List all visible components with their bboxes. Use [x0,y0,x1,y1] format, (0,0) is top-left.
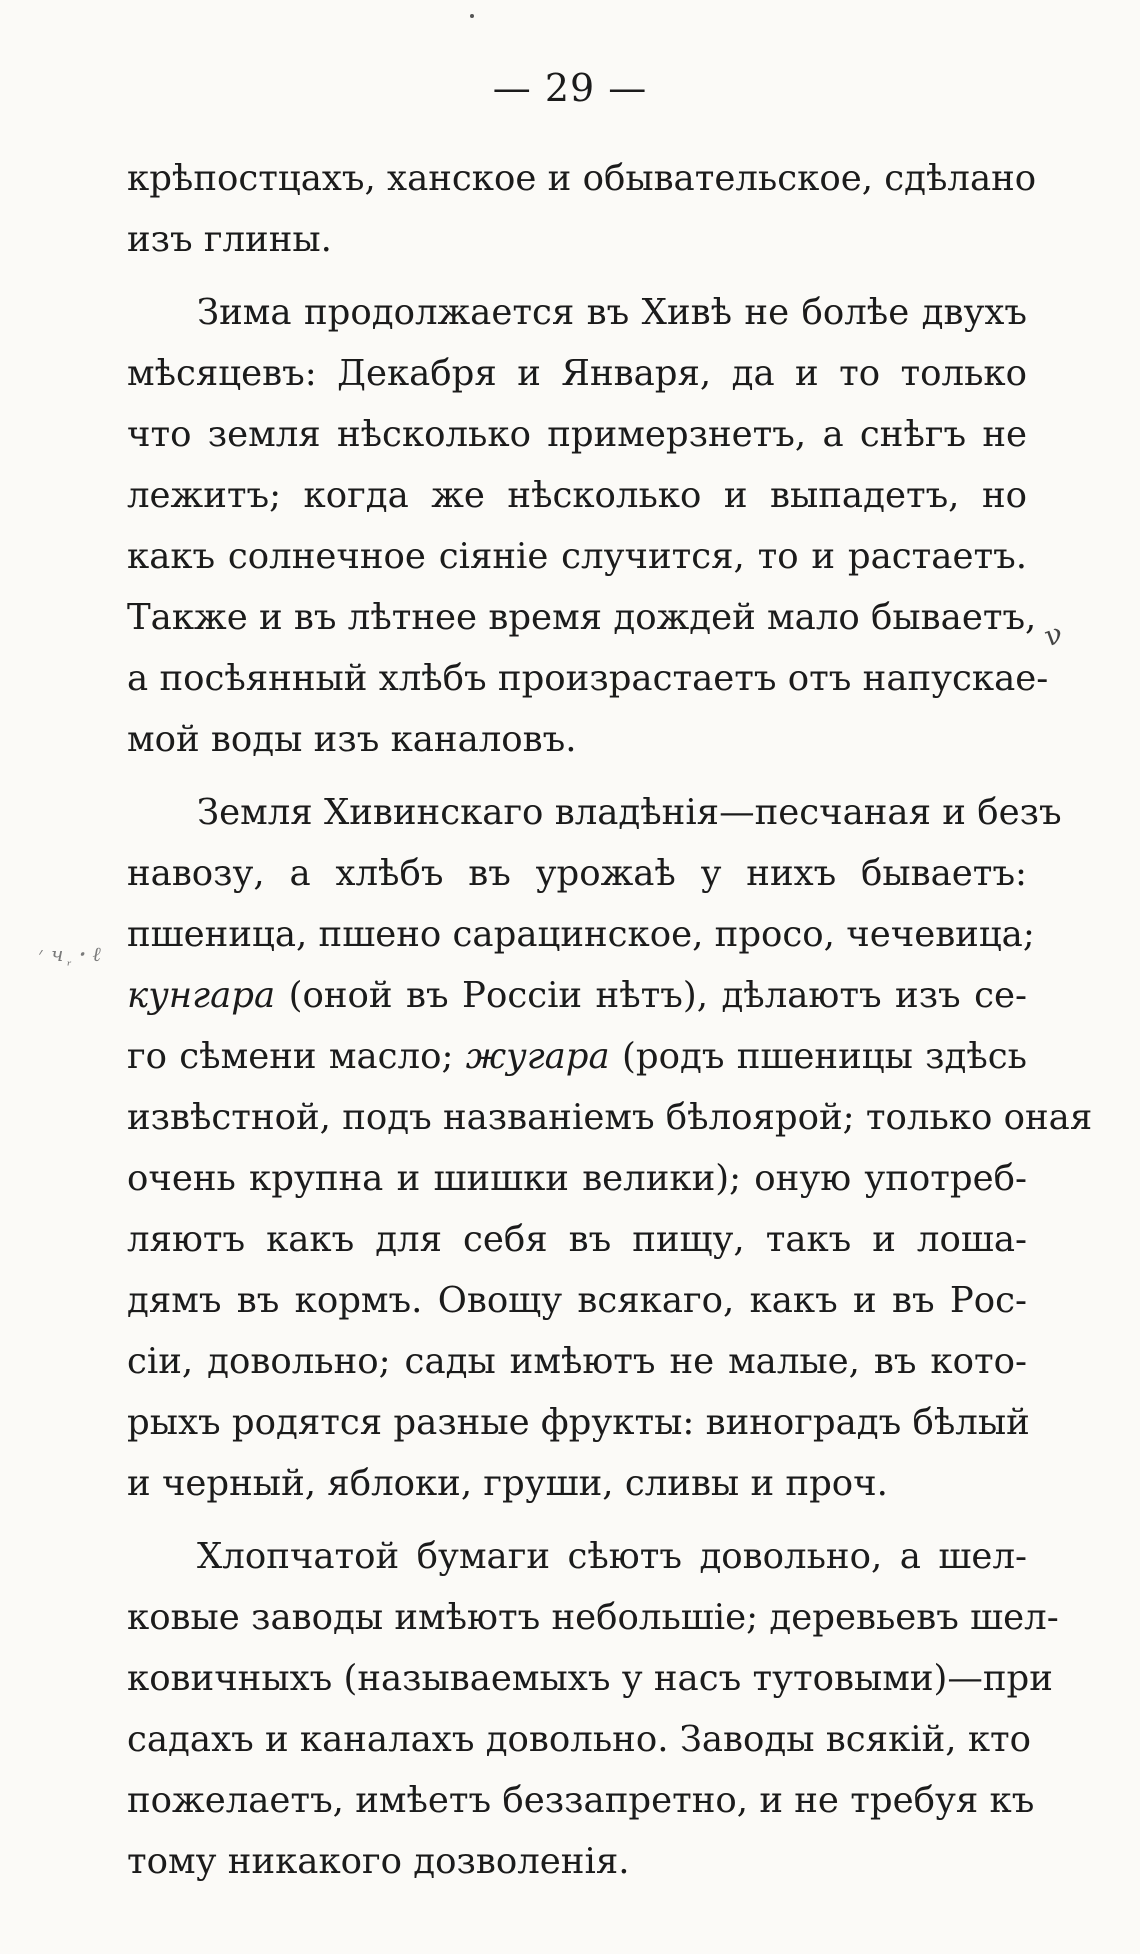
text-line [127,843,1027,904]
text-line [127,1087,1093,1148]
text-segment: мѣсяцевъ: Декабря и Января, да и то только [127,353,1027,394]
margin-handwritten-note: ׳ ч ᷊ ꞏ ℓ [38,942,102,966]
text-segment: рыхъ родятся разные фрукты: виноградъ бѣлый [127,1402,1030,1443]
text-segment: тому никакого дозволенія. [127,1841,630,1882]
text-segment: садахъ и каналахъ довольно. Заводы всякій, кто [127,1719,1032,1760]
text-segment: Также и въ лѣтнее время дождей мало бываетъ, [127,597,1037,638]
text-segment: извѣстной, подъ названіемъ бѣлоярой; только оная [127,1097,1093,1138]
text-segment: сіи, довольно; сады имѣютъ не малые, въ кото- [127,1341,1027,1382]
text-line [127,904,1035,965]
text-line [127,465,1027,526]
text-line [127,1209,1027,1270]
body-text [127,148,1093,1892]
text-segment: пожелаетъ, имѣетъ беззапретно, и не требуя къ [127,1780,1035,1821]
text-line [127,1648,1053,1709]
paragraph-gap [127,770,1027,782]
text-line [127,782,1062,843]
text-segment: что земля нѣсколько примерзнетъ, а снѣгъ не [127,414,1027,455]
text-line [127,1831,1027,1892]
text-segment: ляютъ какъ для себя въ пищу, такъ и лоша- [127,1219,1027,1260]
paragraph-gap [127,270,1027,282]
print-speck [470,14,474,18]
text-segment: ковичныхъ (называемыхъ у насъ тутовыми)—при [127,1658,1053,1699]
text-line [127,1770,1035,1831]
text-segment: пшеница, пшено сарацинское, просо, чечевица; [127,914,1035,955]
text-line [127,282,1027,343]
text-segment: го сѣмени масло; [127,1036,466,1077]
text-line [127,1331,1027,1392]
text-segment: изъ глины. [127,219,332,260]
text-line [127,209,1027,270]
text-segment: Зима продолжается въ Хивѣ не болѣе двухъ [197,292,1027,333]
text-line [127,1526,1027,1587]
text-line [127,1270,1027,1331]
text-segment: какъ солнечное сіяніе случится, то и растаетъ. [127,536,1027,577]
text-segment: навозу, а хлѣбъ въ урожаѣ у нихъ бываетъ: [127,853,1027,894]
text-line [127,1148,1027,1209]
paragraph [127,148,1037,270]
italic-term: кунгара [127,975,276,1016]
text-line [127,148,1037,209]
text-line [127,709,1027,770]
text-line [127,648,1049,709]
text-segment: крѣпостцахъ, ханское и обывательское, сдѣлано [127,158,1037,199]
italic-term: жугара [465,1036,610,1077]
text-segment: ковые заводы имѣютъ небольшіе; деревьевъ шел- [127,1597,1059,1638]
text-segment: (родъ пшеницы здѣсь [609,1036,1027,1077]
text-line [127,1587,1059,1648]
text-line [127,1709,1032,1770]
paragraph [127,1526,1059,1892]
text-line [127,526,1027,587]
text-segment: мой воды изъ каналовъ. [127,719,577,760]
text-line [127,404,1027,465]
text-segment: а посѣянный хлѣбъ произрастаетъ отъ напускае- [127,658,1049,699]
page-number: — 29 — [492,66,648,110]
paragraph [127,282,1049,770]
text-segment: дямъ въ кормъ. Овощу всякаго, какъ и въ Рос- [127,1280,1027,1321]
text-line [127,1453,1027,1514]
text-line [127,965,1027,1026]
paragraph-gap [127,1514,1027,1526]
paragraph [127,782,1093,1514]
text-segment: (оной въ Россіи нѣтъ), дѣлаютъ изъ се- [275,975,1027,1016]
text-segment: и черный, яблоки, груши, сливы и проч. [127,1463,888,1504]
text-line [127,343,1027,404]
text-line [127,587,1037,648]
text-line [127,1392,1030,1453]
text-line [127,1026,1027,1087]
text-segment: очень крупна и шишки велики); оную употреб- [127,1158,1027,1199]
text-segment: лежитъ; когда же нѣсколько и выпадетъ, но [127,475,1027,516]
text-segment: Хлопчатой бумаги сѣютъ довольно, а шел- [197,1536,1027,1577]
text-segment: Земля Хивинскаго владѣнія—песчаная и безъ [197,792,1062,833]
margin-tick-mark: ν [1039,616,1068,653]
